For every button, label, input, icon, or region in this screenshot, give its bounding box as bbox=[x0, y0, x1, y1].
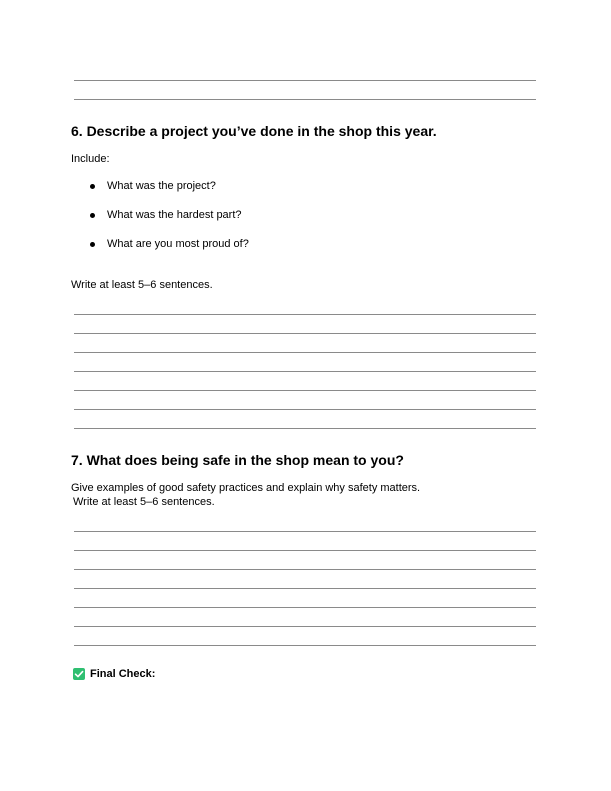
question-7-heading: 7. What does being safe in the shop mean to you? bbox=[71, 452, 404, 468]
answer-line[interactable] bbox=[74, 588, 536, 589]
answer-line[interactable] bbox=[74, 80, 536, 81]
answer-line[interactable] bbox=[74, 645, 536, 646]
question-6-instruction: Write at least 5–6 sentences. bbox=[71, 279, 213, 291]
bullet-dot-icon bbox=[90, 242, 95, 247]
answer-line[interactable] bbox=[74, 626, 536, 627]
answer-line[interactable] bbox=[74, 99, 536, 100]
answer-line[interactable] bbox=[74, 550, 536, 551]
question-7-instruction-line-2: Write at least 5–6 sentences. bbox=[73, 496, 215, 508]
answer-line[interactable] bbox=[74, 390, 536, 391]
answer-line[interactable] bbox=[74, 607, 536, 608]
answer-line[interactable] bbox=[74, 314, 536, 315]
bullet-text: What are you most proud of? bbox=[107, 238, 249, 250]
answer-line[interactable] bbox=[74, 333, 536, 334]
check-box-icon bbox=[73, 668, 85, 680]
bullet-text: What was the hardest part? bbox=[107, 209, 242, 221]
bullet-dot-icon bbox=[90, 213, 95, 218]
bullet-text: What was the project? bbox=[107, 180, 216, 192]
include-label: Include: bbox=[71, 153, 110, 165]
answer-line[interactable] bbox=[74, 531, 536, 532]
bullet-dot-icon bbox=[90, 184, 95, 189]
question-7-instruction-line-1: Give examples of good safety practices and explain why safety matters. bbox=[71, 482, 421, 494]
answer-line[interactable] bbox=[74, 371, 536, 372]
answer-line[interactable] bbox=[74, 428, 536, 429]
answer-line[interactable] bbox=[74, 569, 536, 570]
answer-line[interactable] bbox=[74, 409, 536, 410]
final-check-label: Final Check: bbox=[90, 668, 156, 680]
answer-line[interactable] bbox=[74, 352, 536, 353]
question-6-heading: 6. Describe a project you’ve done in the shop this year. bbox=[71, 123, 437, 139]
